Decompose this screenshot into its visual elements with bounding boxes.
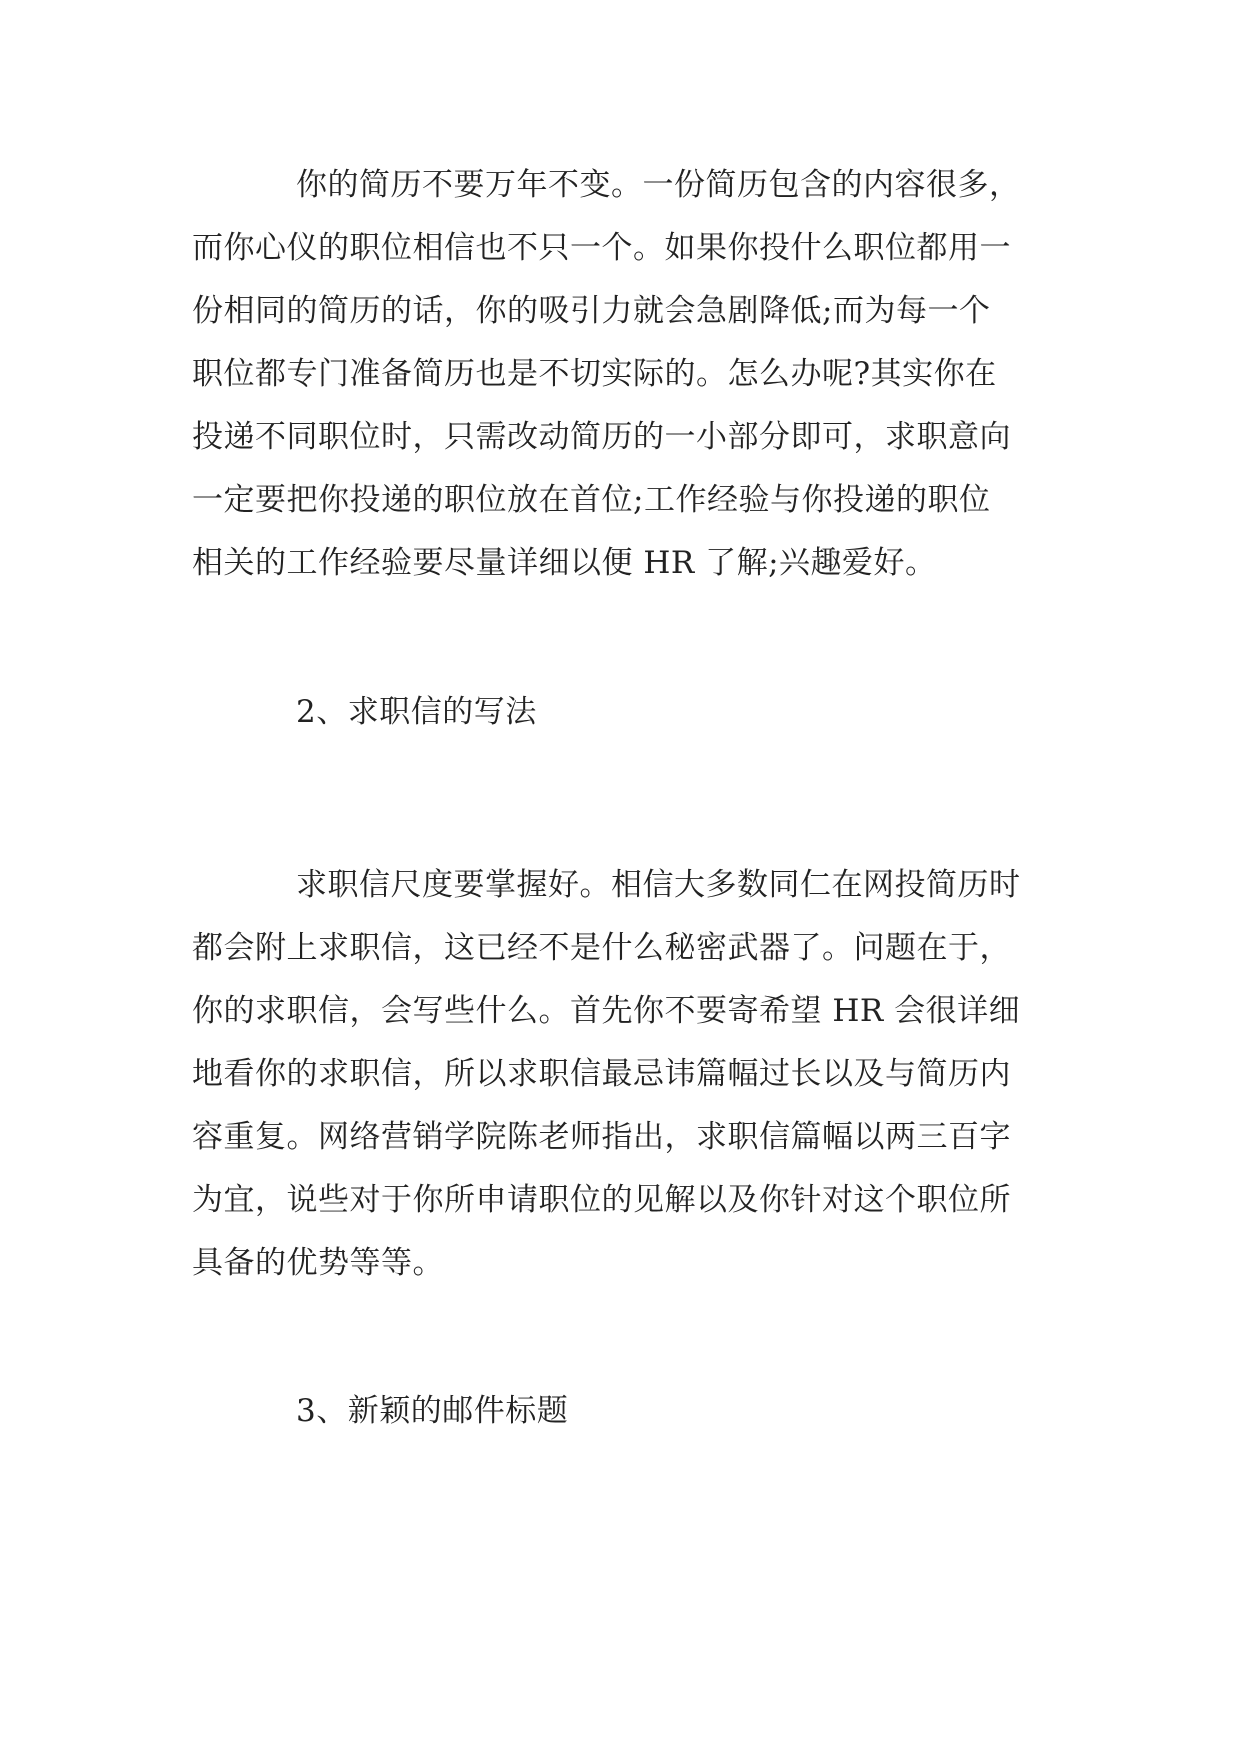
section-heading-cover-letter bbox=[192, 681, 1062, 744]
paragraph-line: 职位都专门准备简历也是不切实际的。怎么办呢?其实你在 bbox=[192, 356, 997, 392]
section-heading: 2、求职信的写法 bbox=[296, 694, 537, 730]
paragraph-line: 求职信尺度要掌握好。相信大多数同仁在网投简历时 bbox=[296, 867, 1021, 903]
paragraph-line: 具备的优势等等。 bbox=[192, 1245, 444, 1281]
paragraph-line: 都会附上求职信，这已经不是什么秘密武器了。问题在于， bbox=[192, 930, 1011, 966]
paragraph-line: 地看你的求职信，所以求职信最忌讳篇幅过长以及与简历内 bbox=[192, 1056, 1011, 1092]
paragraph-cover-letter bbox=[192, 854, 1062, 1295]
paragraph-line: 份相同的简历的话，你的吸引力就会急剧降低;而为每一个 bbox=[192, 293, 991, 329]
section-heading: 3、新颖的邮件标题 bbox=[296, 1393, 569, 1429]
paragraph-line: 容重复。网络营销学院陈老师指出，求职信篇幅以两三百字 bbox=[192, 1119, 1011, 1155]
paragraph-line: 为宜，说些对于你所申请职位的见解以及你针对这个职位所 bbox=[192, 1182, 1011, 1218]
paragraph-line: 一定要把你投递的职位放在首位;工作经验与你投递的职位 bbox=[192, 482, 991, 518]
paragraph-line: 相关的工作经验要尽量详细以便 HR 了解;兴趣爱好。 bbox=[192, 545, 937, 581]
paragraph-line: 你的求职信，会写些什么。首先你不要寄希望 HR 会很详细 bbox=[192, 993, 1021, 1029]
paragraph-line: 而你心仪的职位相信也不只一个。如果你投什么职位都用一 bbox=[192, 230, 1011, 266]
paragraph-line: 你的简历不要万年不变。一份简历包含的内容很多， bbox=[296, 167, 1021, 203]
paragraph-line: 投递不同职位时，只需改动简历的一小部分即可，求职意向 bbox=[192, 419, 1011, 455]
paragraph-resume-variation bbox=[192, 154, 1062, 595]
section-heading-email-subject bbox=[192, 1380, 1062, 1443]
